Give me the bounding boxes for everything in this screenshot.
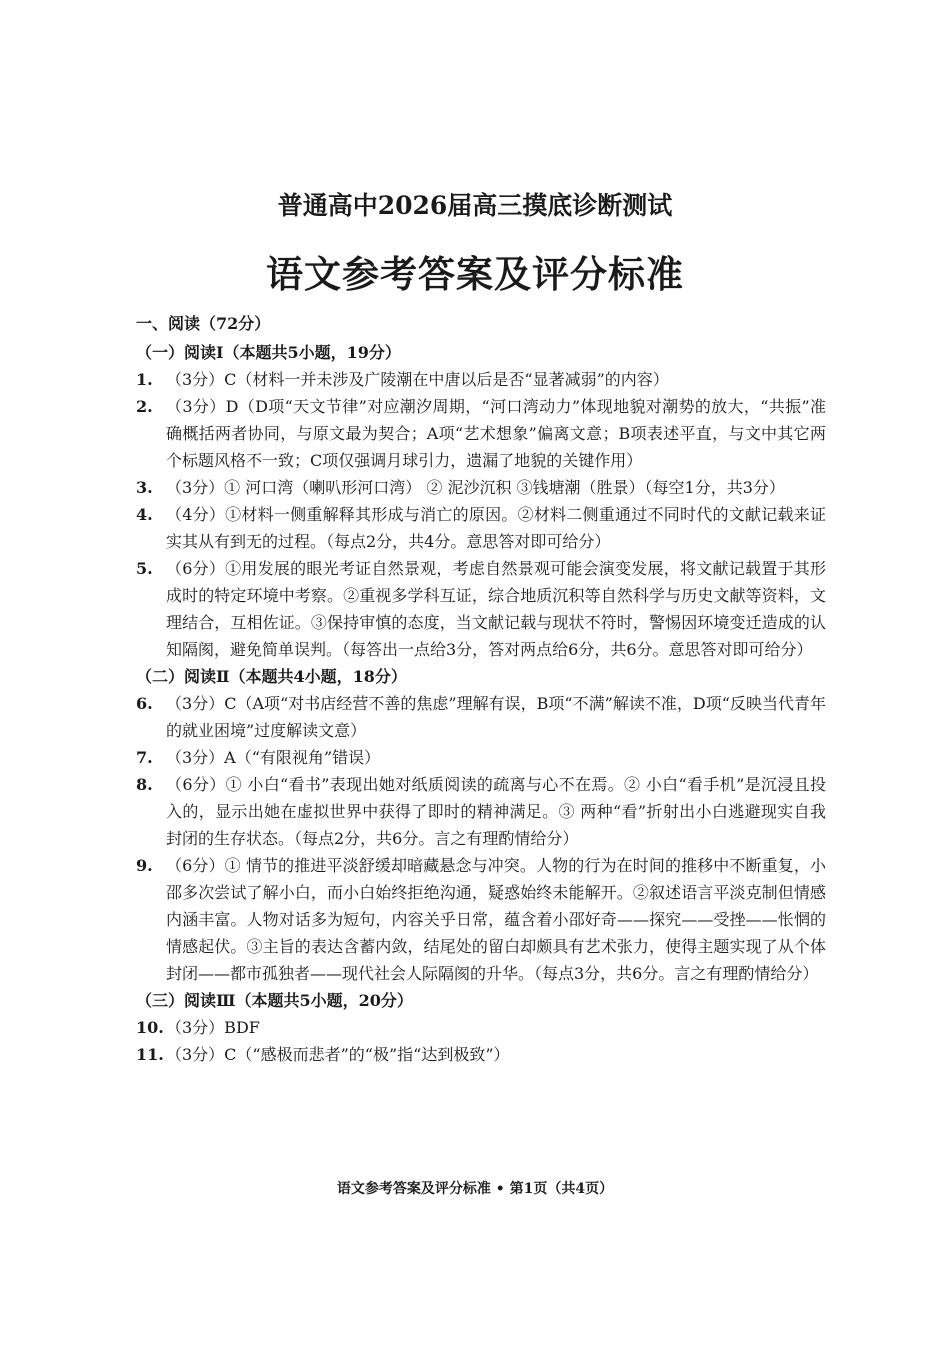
item-number: 7. xyxy=(136,748,153,767)
exam-title: 普通高中2026届高三摸底诊断测试 xyxy=(277,191,673,220)
subsection-heading-reading-2: （二）阅读Ⅱ（本题共4小题，18分） xyxy=(136,667,407,686)
answer-item xyxy=(136,690,826,744)
subsection-heading-reading-1: （一）阅读Ⅰ（本题共5小题，19分） xyxy=(136,343,401,362)
page-footer: 语文参考答案及评分标准 • 第1页（共4页） xyxy=(336,1181,614,1197)
answer-item xyxy=(136,1014,826,1041)
item-text: （6分）① 情节的推进平淡舒缓却暗藏悬念与冲突。人物的行为在时间的推移中不断重复，小邵多次尝试了解小白，而小白始终拒绝沟通，疑惑始终未能解开。②叙述语言平淡克制但情感内涵丰富。人物对话多为短句，内容关乎日常，蕴含着小邵好奇——探究——受挫——怅惘的情感起伏。③主旨的表达含蓄内敛，结尾处的留白却颇具有艺术张力，使得主题实现了从个体封闭——都市孤独者——现代社会人际隔阂的升华。（每点3分，共6分。言之有理酌情给分） xyxy=(166,856,826,983)
item-text: （3分）D（D项“天文节律”对应潮汐周期，“河口湾动力”体现地貌对潮势的放大，“共振”准确概括两者协同，与原文最为契合；A项“艺术想象”偏离文意；B项表述平直，与文中其它两个标题风格不一致；C项仅强调月球引力，遗漏了地貌的关键作用） xyxy=(166,397,826,470)
item-text: （6分）① 小白“看书”表现出她对纸质阅读的疏离与心不在焉。② 小白“看手机”是沉浸且投入的，显示出她在虚拟世界中获得了即时的精神满足。③ 两种“看”折射出小白逃避现实自我封闭的生存状态。（每点2分，共6分。言之有理酌情给分） xyxy=(166,775,826,848)
answer-item xyxy=(136,366,826,393)
item-number: 6. xyxy=(136,694,153,713)
answer-item xyxy=(136,555,826,663)
document-title: 语文参考答案及评分标准 xyxy=(266,252,684,296)
answer-item xyxy=(136,771,826,852)
item-number: 11. xyxy=(136,1045,164,1064)
item-number: 1. xyxy=(136,370,153,389)
item-text: （3分）C（“感极而悲者”的“极”指“达到极致”） xyxy=(166,1045,510,1064)
subsection-heading-reading-3: （三）阅读Ⅲ（本题共5小题，20分） xyxy=(136,991,413,1010)
item-number: 2. xyxy=(136,397,153,416)
item-text: （6分）①用发展的眼光考证自然景观，考虑自然景观可能会演变发展，将文献记载置于其形成时的特定环境中考察。②重视多学科互证，综合地质沉积等自然科学与历史文献等资料，文理结合，互相佐证。③保持审慎的态度，当文献记载与现状不符时，警惕因环境变迁造成的认知隔阂，避免简单误判。（每答出一点给3分，答对两点给6分，共6分。意思答对即可给分） xyxy=(166,559,826,659)
item-text: （3分）C（A项“对书店经营不善的焦虑”理解有误，B项“不满”解读不准，D项“反映当代青年的就业困境”过度解读文意） xyxy=(166,694,826,740)
answer-item xyxy=(136,474,826,501)
answer-content xyxy=(136,309,826,1068)
answer-item xyxy=(136,501,826,555)
item-text: （3分）BDF xyxy=(166,1018,260,1037)
item-number: 8. xyxy=(136,775,153,794)
item-text: （3分）① 河口湾（喇叭形河口湾） ② 泥沙沉积 ③钱塘潮（胜景）（每空1分，共3分） xyxy=(166,478,785,497)
answer-item xyxy=(136,852,826,987)
section-heading-reading: 一、阅读（72分） xyxy=(136,314,271,333)
item-number: 9. xyxy=(136,856,153,875)
item-text: （3分）C（材料一并未涉及广陵潮在中唐以后是否“显著减弱”的内容） xyxy=(166,370,669,389)
answer-item xyxy=(136,393,826,474)
item-number: 4. xyxy=(136,505,153,524)
item-number: 10. xyxy=(136,1018,164,1037)
answer-item xyxy=(136,1041,826,1068)
item-number: 5. xyxy=(136,559,153,578)
item-text: （3分）A（“有限视角”错误） xyxy=(166,748,381,767)
answer-item xyxy=(136,744,826,771)
item-number: 3. xyxy=(136,478,153,497)
item-text: （4分）①材料一侧重解释其形成与消亡的原因。②材料二侧重通过不同时代的文献记载来证实其从有到无的过程。（每点2分，共4分。意思答对即可给分） xyxy=(166,505,826,551)
